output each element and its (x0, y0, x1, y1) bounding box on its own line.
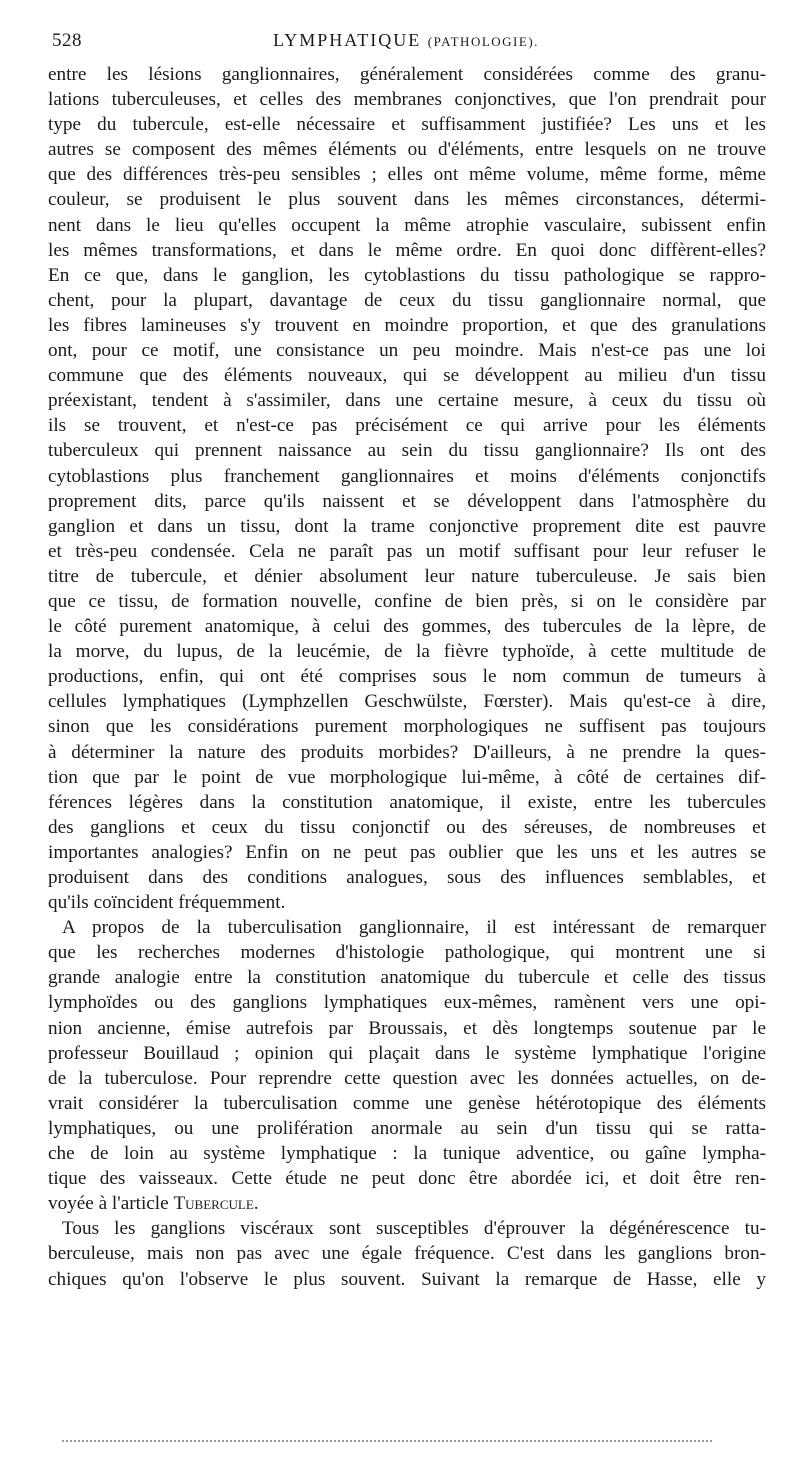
text-line: chent, pour la plupart, davantage de ceux du tissu ganglionnaire normal, que (48, 289, 766, 311)
text-line: tion que par le point de vue morphologique lui-même, à côté de certaines dif- (48, 766, 766, 788)
running-head (52, 30, 760, 51)
text-line: Tous les ganglions viscéraux sont susceptibles d'éprouver la dégénérescence tu- (62, 1218, 766, 1240)
text-line: En ce que, dans le ganglion, les cytoblastions du tissu pathologique se rappro- (48, 264, 766, 286)
body-text (48, 62, 766, 1292)
text-line: professeur Bouillaud ; opinion qui plaçait dans le système lymphatique l'origine (48, 1042, 766, 1064)
text-line: productions, enfin, qui ont été comprises sous le nom commun de tumeurs à (48, 666, 766, 688)
text-line: che de loin au système lymphatique : la tunique adventice, ou gaîne lympha- (48, 1143, 766, 1165)
text-line: A propos de la tuberculisation ganglionnaire, il est intéressant de remarquer (62, 917, 766, 939)
text-line: lymphatiques, ou une prolifération anormale au sein d'un tissu qui se ratta- (48, 1117, 766, 1139)
text-line: la morve, du lupus, de la leucémie, de la fièvre typhoïde, à cette multitude de (48, 641, 766, 663)
text-line: produisent dans des conditions analogues, sous des influences semblables, et (48, 867, 766, 888)
text-line: que les recherches modernes d'histologie pathologique, qui montrent une si (48, 942, 766, 964)
text-line: nent dans le lieu qu'elles occupent la même atrophie vasculaire, subissent enfin (48, 214, 766, 236)
text-line-start: voyée à l'article (48, 1193, 169, 1215)
text-line: des ganglions et ceux du tissu conjonctif ou des séreuses, de nombreuses et (48, 816, 766, 838)
running-head-title: LYMPHATIQUE (273, 30, 422, 50)
text-line: cellules lymphatiques (Lymphzellen Geschwülste, Fœrster). Mais qu'est-ce à dire, (48, 691, 766, 713)
text-line: tique des vaisseaux. Cette étude ne peut donc être abordée ici, et doit être ren- (48, 1168, 766, 1190)
text-line: le côté purement anatomique, à celui des gommes, des tubercules de la lèpre, de (48, 616, 766, 638)
text-line: férences légères dans la constitution anatomique, il existe, entre les tubercules (48, 791, 766, 813)
paragraph-3 (48, 1216, 766, 1291)
text-line: autres se composent des mêmes éléments ou d'éléments, entre lesquels on ne trouve (48, 139, 766, 161)
text-line: commune que des éléments nouveaux, qui se développent au milieu d'un tissu (48, 365, 766, 387)
text-line: les mêmes transformations, et dans le même ordre. En quoi donc diffèrent-elles? (48, 239, 766, 261)
text-line: sinon que les considérations purement morphologiques ne suffisent pas toujours (48, 716, 766, 738)
text-line: à déterminer la nature des produits morbides? D'ailleurs, à ne prendre la ques- (48, 741, 766, 763)
text-line: proprement dits, parce qu'ils naissent et se développent dans l'atmosphère du (48, 490, 766, 512)
text-line: tuberculeux qui prennent naissance au sein du tissu ganglionnaire? Ils ont des (48, 440, 766, 462)
text-line: nion ancienne, émise autrefois par Broussais, et dès longtemps soutenue par le (48, 1017, 766, 1039)
page-header (52, 30, 760, 54)
text-line: les fibres lamineuses s'y trouvent en moindre proportion, et que des granulations (48, 314, 766, 336)
text-line: de la tuberculose. Pour reprendre cette question avec les données actuelles, on de- (48, 1067, 766, 1089)
text-line: lymphoïdes ou des ganglions lymphatiques eux-mêmes, ramènent vers une opi- (48, 992, 766, 1014)
article-reference: Tubercule. (173, 1193, 259, 1215)
text-line: préexistant, tendent à s'assimiler, dans une certaine mesure, à ceux du tissu où (48, 390, 766, 412)
running-head-subtitle: (PATHOLOGIE). (427, 34, 539, 49)
text-line: entre les lésions ganglionnaires, généralement considérées comme des granu- (48, 64, 766, 85)
text-line: ont, pour ce motif, une consistance un peu moindre. Mais n'est-ce pas une loi (48, 340, 766, 362)
text-line: couleur, se produisent le plus souvent dans les mêmes circonstances, détermi- (48, 189, 766, 211)
text-line: importantes analogies? Enfin on ne peut pas oublier que les uns et les autres se (48, 841, 766, 863)
text-line (48, 1191, 766, 1216)
page-number: 528 (52, 30, 82, 51)
text-line: qu'ils coïncident fréquemment. (48, 892, 286, 914)
text-line: berculeuse, mais non pas avec une égale fréquence. C'est dans les ganglions bron- (48, 1243, 766, 1265)
text-line: type du tubercule, est-elle nécessaire et suffisamment justifiée? Les uns et les (48, 114, 766, 136)
text-line: lations tuberculeuses, et celles des membranes conjonctives, que l'on prendrait pour (48, 89, 766, 111)
text-line: ganglion et dans un tissu, dont la trame conjonctive proprement dite est pauvre (48, 515, 766, 537)
paragraph-1 (48, 62, 766, 915)
text-line: cytoblastions plus franchement ganglionnaires et moins d'éléments conjonctifs (48, 465, 766, 487)
text-line: grande analogie entre la constitution anatomique du tubercule et celle des tissus (48, 967, 766, 989)
text-line: que ce tissu, de formation nouvelle, confine de bien près, si on le considère par (48, 590, 766, 612)
text-line: titre de tubercule, et dénier absolument leur nature tuberculeuse. Je sais bien (48, 565, 766, 587)
text-line: chiques qu'on l'observe le plus souvent. Suivant la remarque de Hasse, elle y (48, 1268, 766, 1290)
text-line: ils se trouvent, et n'est-ce pas précisément ce qui arrive pour les éléments (48, 415, 766, 437)
text-line: et très-peu condensée. Cela ne paraît pas un motif suffisant pour leur refuser le (48, 540, 766, 562)
paragraph-2 (48, 915, 766, 1216)
footer-dotted-rule (62, 1440, 712, 1442)
text-line: vrait considérer la tuberculisation comme une genèse hétérotopique des éléments (48, 1092, 766, 1114)
text-line: que des différences très-peu sensibles ; elles ont même volume, même forme, même (48, 164, 766, 186)
